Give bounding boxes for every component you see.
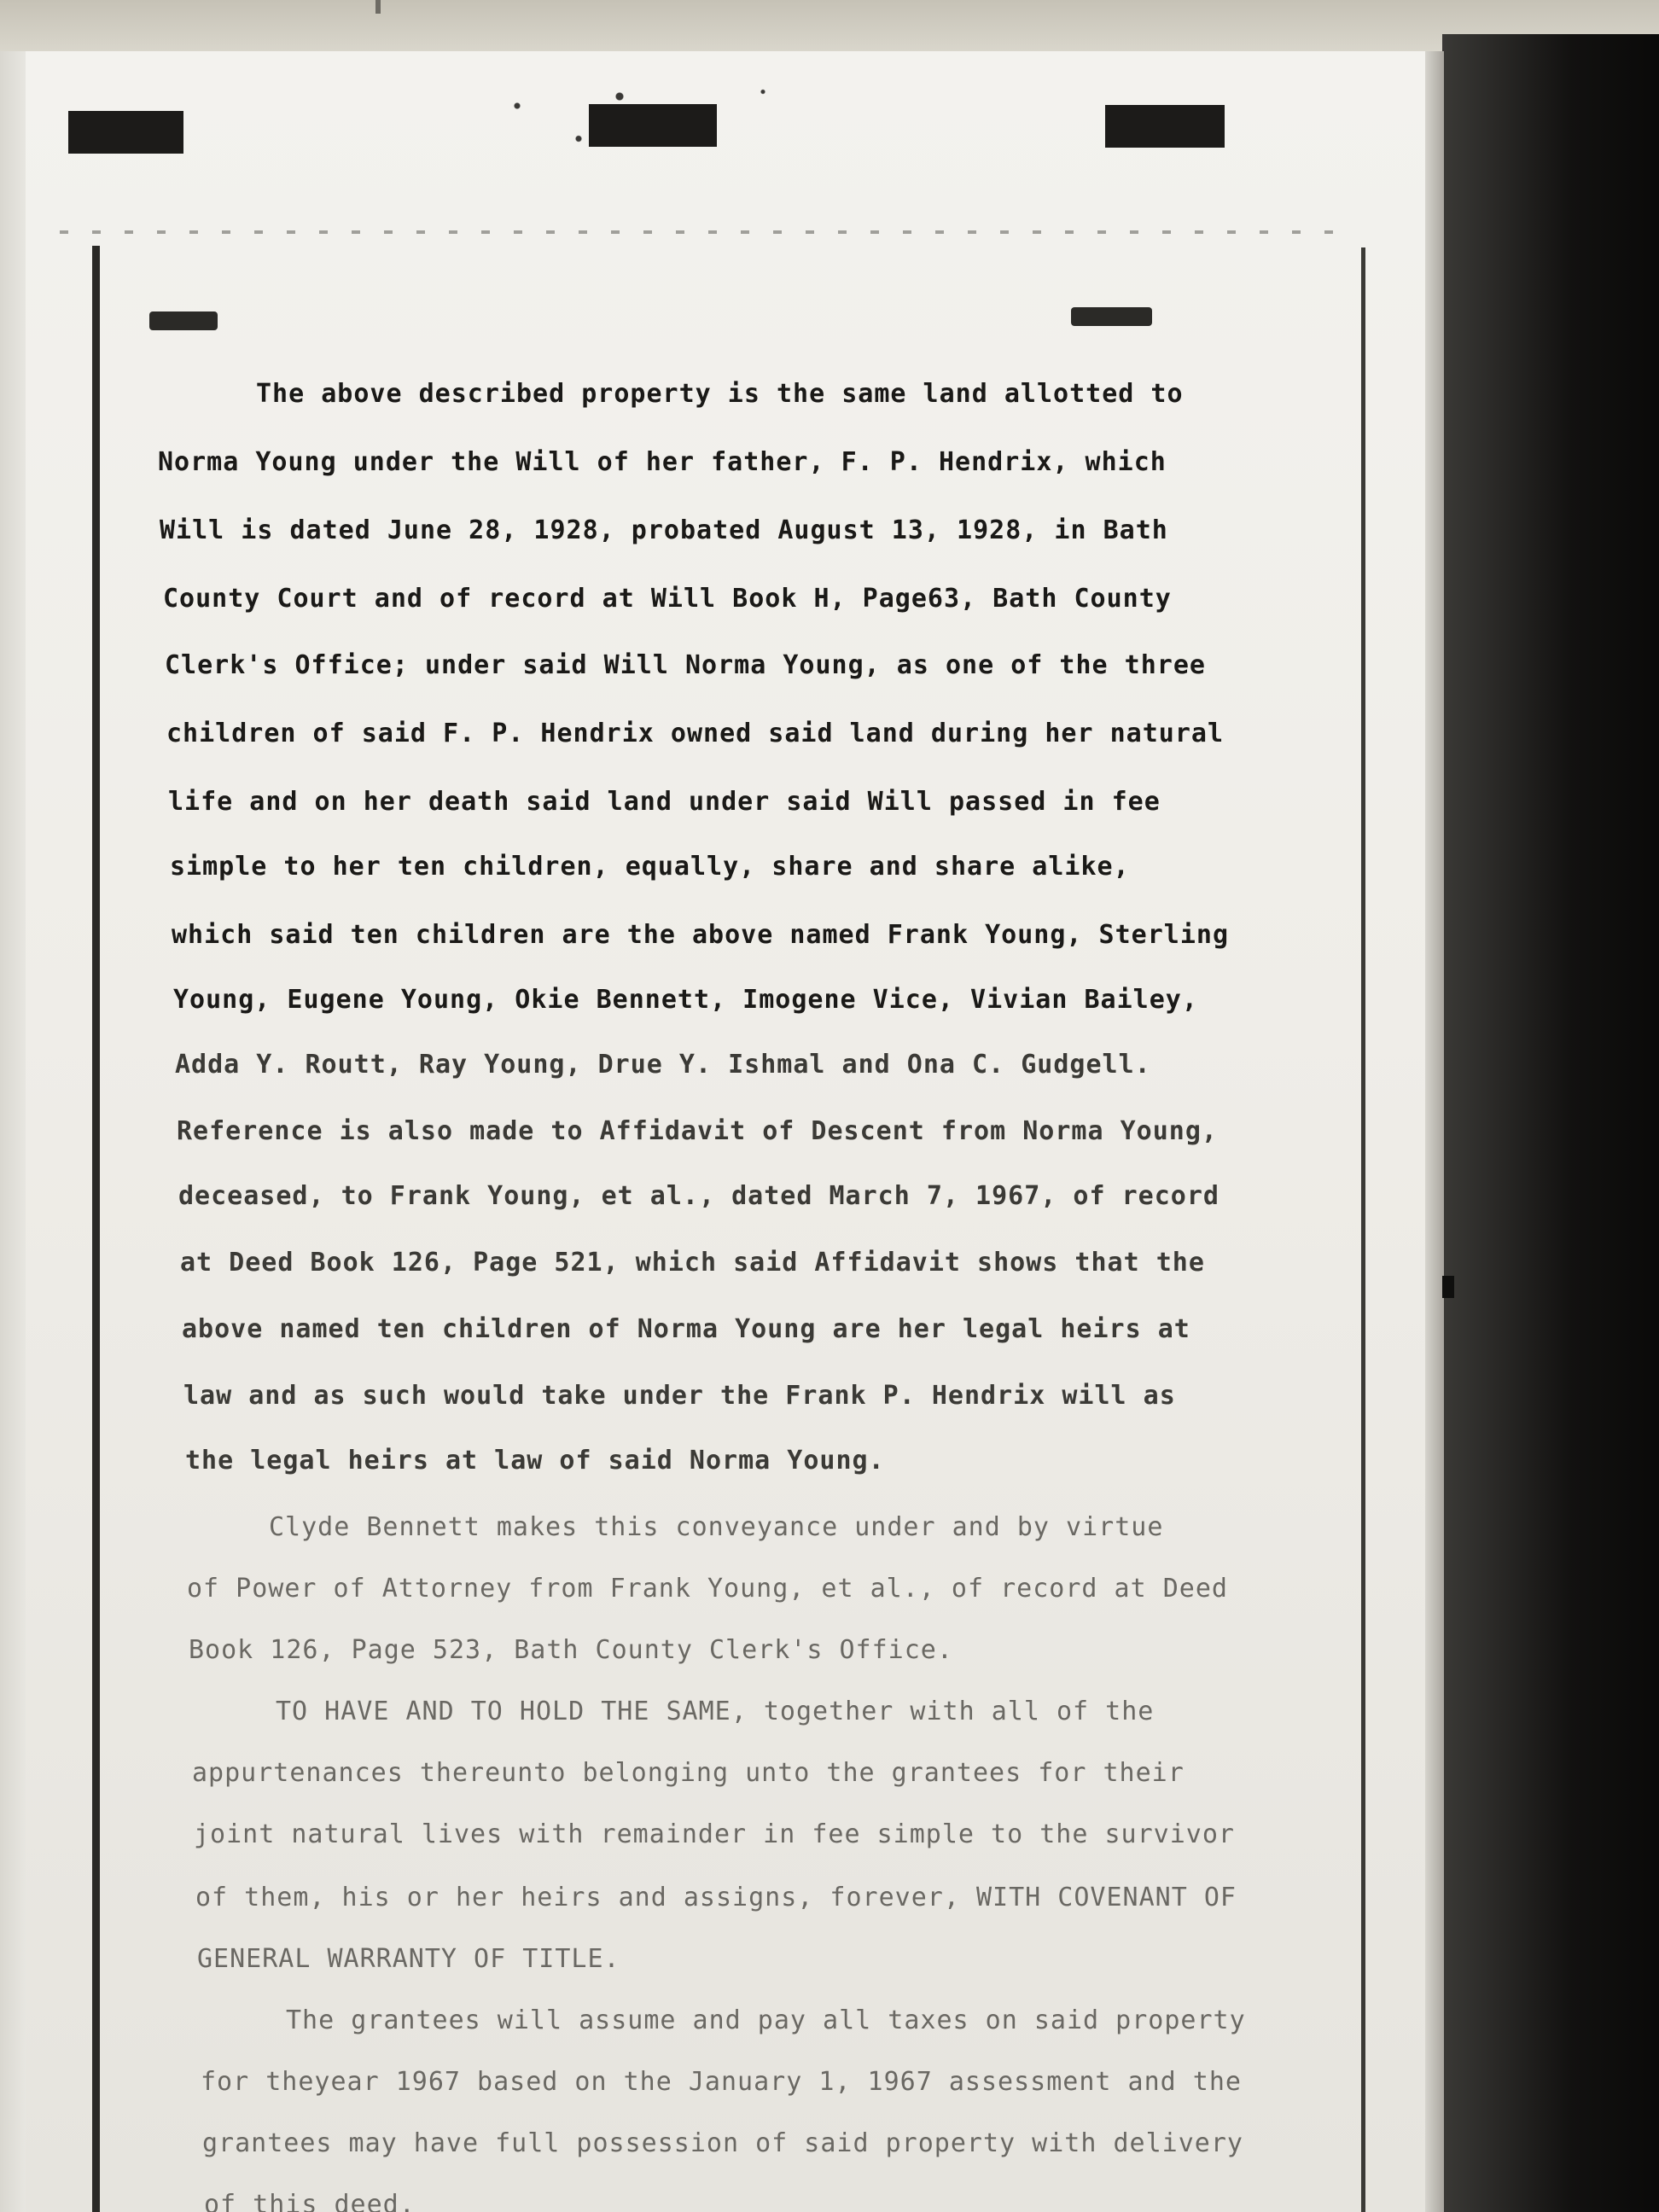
text-line: above named ten children of Norma Young are her legal heirs at (182, 1314, 1190, 1344)
text-line: of Power of Attorney from Frank Young, et al., of record at Deed (187, 1574, 1228, 1604)
text-line: life and on her death said land under said Will passed in fee (168, 787, 1161, 817)
scan-noise-line (60, 230, 1340, 234)
text-line: TO HAVE AND TO HOLD THE SAME, together with all of the (276, 1697, 1155, 1726)
edge-mark (1442, 1276, 1454, 1298)
text-line: Clerk's Office; under said Will Norma Young, as one of the three (165, 650, 1206, 680)
text-line: Norma Young under the Will of her father, F. P. Hendrix, which (158, 447, 1167, 477)
text-line: Clyde Bennett makes this conveyance under and by virtue (269, 1512, 1164, 1542)
dark-background (1442, 34, 1659, 2212)
text-line: at Deed Book 126, Page 521, which said Affidavit shows that the (180, 1248, 1205, 1278)
redaction-block (589, 104, 717, 147)
text-line: of them, his or her heirs and assigns, forever, WITH COVENANT OF (195, 1883, 1237, 1912)
scanned-deed-page (26, 51, 1434, 2212)
text-line: for theyear 1967 based on the January 1, 1967 assessment and the (201, 2067, 1242, 2097)
text-line: Book 126, Page 523, Bath County Clerk's Office. (189, 1635, 953, 1665)
text-line: Young, Eugene Young, Okie Bennett, Imogene Vice, Vivian Bailey, (173, 985, 1198, 1015)
text-line: joint natural lives with remainder in fee simple to the survivor (194, 1819, 1235, 1849)
text-line: The above described property is the same land allotted to (256, 379, 1184, 409)
left-margin-rule (92, 246, 100, 2212)
top-edge-mark (375, 0, 381, 14)
text-line: appurtenances thereunto belonging unto the grantees for their (192, 1758, 1185, 1788)
text-line: children of said F. P. Hendrix owned said land during her natural (166, 719, 1224, 748)
text-line: of this deed. (204, 2190, 416, 2212)
text-line: which said ten children are the above named Frank Young, Sterling (172, 920, 1229, 950)
text-line: Adda Y. Routt, Ray Young, Drue Y. Ishmal and Ona C. Gudgell. (175, 1050, 1151, 1080)
text-line: grantees may have full possession of said property with delivery (202, 2128, 1243, 2158)
page-right-edge (1425, 51, 1444, 2212)
ink-blot (149, 311, 218, 330)
text-line: County Court and of record at Will Book H, Page63, Bath County (163, 584, 1172, 614)
redaction-block (68, 111, 183, 154)
text-line: GENERAL WARRANTY OF TITLE. (197, 1944, 620, 1974)
redaction-block (1105, 105, 1225, 148)
text-line: deceased, to Frank Young, et al., dated March 7, 1967, of record (178, 1181, 1220, 1211)
text-line: Reference is also made to Affidavit of Descent from Norma Young, (177, 1116, 1218, 1146)
right-margin-rule (1361, 247, 1365, 2212)
text-line: simple to her ten children, equally, share and share alike, (170, 852, 1130, 882)
text-line: law and as such would take under the Frank P. Hendrix will as (183, 1381, 1176, 1411)
text-line: Will is dated June 28, 1928, probated August 13, 1928, in Bath (160, 515, 1168, 545)
ink-blot (1071, 307, 1152, 326)
text-line: the legal heirs at law of said Norma Young. (185, 1446, 885, 1476)
text-line: The grantees will assume and pay all taxes on said property (286, 2005, 1246, 2035)
